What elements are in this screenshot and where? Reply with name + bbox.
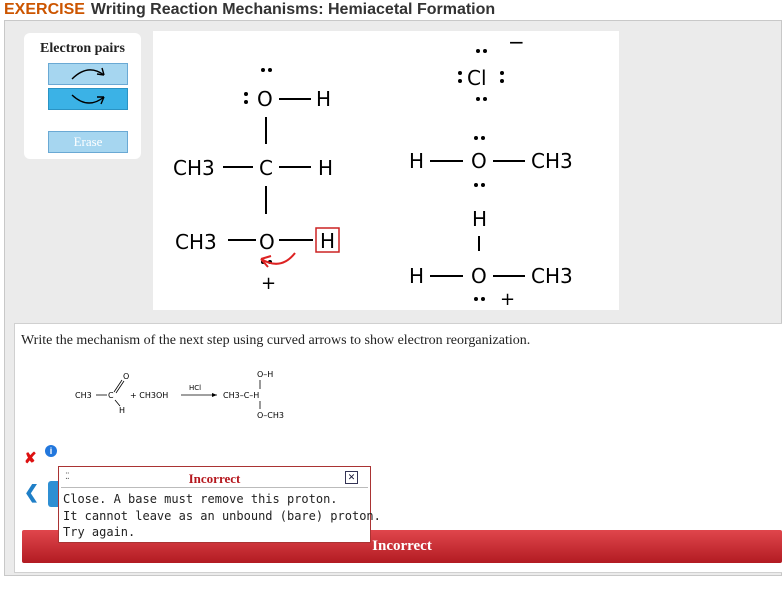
mol1-top-oxygen[interactable]: O: [257, 87, 273, 111]
mol3-left-hydrogen[interactable]: H: [409, 149, 425, 173]
question-prompt: Write the mechanism of the next step using curved arrows to show electron reorganization.: [21, 333, 531, 348]
product-middle: CH3–C–H: [223, 391, 260, 400]
mol1-bottom-oxygen[interactable]: O: [259, 230, 275, 254]
mol4-methyl[interactable]: CH3: [531, 264, 573, 288]
reaction-scheme-drawing: [65, 368, 325, 428]
feedback-line: It cannot leave as an unbound (bare) proton.: [63, 508, 381, 523]
popup-divider: [61, 487, 368, 488]
tool-palette: [24, 33, 141, 159]
curved-arrow-clockwise-icon: [66, 65, 110, 83]
result-banner: Incorrect: [22, 530, 782, 563]
feedback-line: Close. A base must remove this proton.: [63, 492, 338, 506]
curved-arrow-clockwise-button[interactable]: [48, 63, 128, 85]
mol4-oxygen[interactable]: O: [471, 264, 487, 288]
info-icon[interactable]: i: [45, 445, 57, 457]
mol3-lower-hydrogen[interactable]: H: [472, 207, 488, 231]
mol1-positive-charge: +: [261, 273, 277, 294]
feedback-line: Try again.: [63, 525, 136, 539]
curved-arrow-counterclockwise-icon: [66, 90, 110, 108]
feedback-message: [63, 491, 381, 541]
product-top: O–H: [257, 370, 274, 379]
drag-handle-icon[interactable]: ⁚⁚: [65, 471, 69, 481]
reactant-hydrogen: H: [119, 406, 126, 415]
methanol-molecule: [409, 136, 573, 231]
mol3-oxygen[interactable]: O: [471, 149, 487, 173]
mol1-carbon[interactable]: C: [259, 156, 273, 180]
mol1-right-hydrogen[interactable]: H: [318, 156, 334, 180]
erase-button[interactable]: Erase: [48, 131, 128, 153]
curved-arrow-counterclockwise-button[interactable]: [48, 88, 128, 110]
mol4-positive-charge: +: [500, 289, 516, 310]
product-bottom: O–CH3: [257, 411, 284, 420]
chlorine-atom[interactable]: Cl: [467, 66, 487, 90]
close-icon[interactable]: ✕: [345, 471, 358, 484]
chloride-charge: −: [508, 31, 525, 54]
x-mark-icon: ✘: [24, 450, 37, 467]
molecule-1: [173, 68, 339, 294]
reactant-oxygen: O: [123, 372, 130, 381]
exercise-label: EXERCISE: [4, 1, 85, 18]
feedback-title: Incorrect: [188, 471, 241, 486]
mol3-methyl[interactable]: CH3: [531, 149, 573, 173]
mol1-bottom-methyl[interactable]: CH3: [175, 230, 217, 254]
reactant-carbon: C: [108, 391, 114, 400]
mol1-left-methyl[interactable]: CH3: [173, 156, 215, 180]
mol4-left-hydrogen[interactable]: H: [409, 264, 425, 288]
catalyst-label: HCl: [189, 384, 202, 392]
exercise-title: Writing Reaction Mechanisms: Hemiacetal Formation: [90, 1, 496, 18]
electron-pairs-label: Electron pairs: [40, 41, 125, 56]
reaction-scheme: [65, 368, 325, 433]
mechanism-drawing: [153, 31, 619, 310]
mol1-top-hydrogen[interactable]: H: [316, 87, 332, 111]
lower-oxonium-molecule: [409, 236, 573, 310]
reactant-methyl: CH3: [75, 391, 92, 400]
methanol-reagent: + CH3OH: [130, 391, 169, 400]
feedback-popup: [58, 466, 381, 543]
chevron-left-icon[interactable]: ❮: [24, 482, 40, 502]
drawing-canvas[interactable]: [153, 31, 619, 310]
mol1-boxed-hydrogen[interactable]: H: [320, 229, 336, 253]
chloride-ion: [458, 31, 525, 101]
exercise-title-bar: [0, 0, 495, 20]
